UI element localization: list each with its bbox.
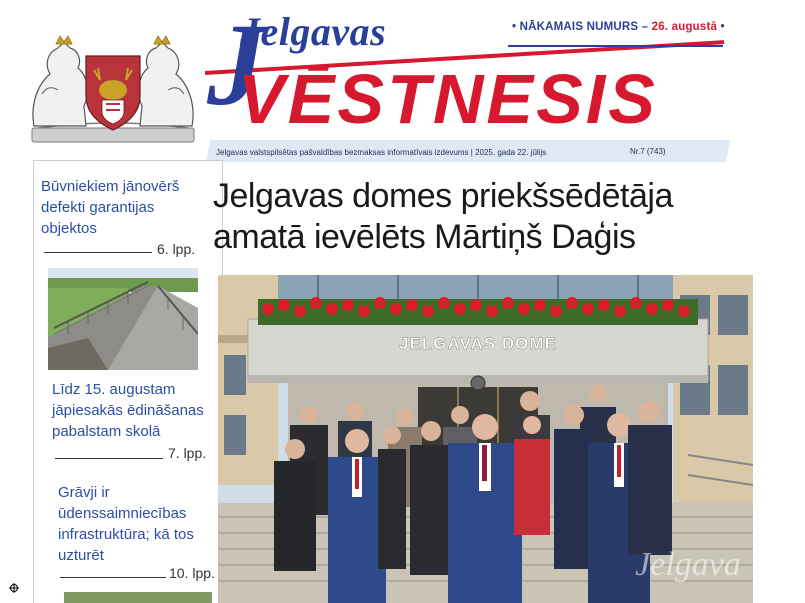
sidebar-rule: [55, 458, 163, 459]
sidebar-photo-bridge: [48, 268, 198, 370]
issue-number: Nr.7 (743): [630, 147, 666, 156]
publication-tagline: Jelgavas valstspilsētas pašvaldības bezmaksas informatīvais izdevums | 2025. gada 22. jūlijs: [216, 148, 547, 157]
masthead-title-bottom: VĒSTNESIS: [238, 60, 658, 138]
coat-of-arms-icon: [28, 34, 198, 146]
next-issue-notice: [512, 21, 725, 33]
sidebar-item-page[interactable]: 7. lpp.: [168, 445, 207, 461]
masthead-initial: J: [207, 0, 266, 130]
sidebar-item-page[interactable]: 6. lpp.: [157, 241, 196, 257]
sidebar-item-heading[interactable]: Būvniekiem jānovērš defekti garantijas objektos: [41, 178, 180, 237]
sidebar-rule: [44, 252, 152, 253]
photo-watermark: Jelgava: [635, 546, 741, 583]
building-sign: JELGAVAS DOME: [399, 334, 557, 353]
next-issue-date: 26. augustā: [651, 21, 718, 33]
sidebar-item-page[interactable]: 10. lpp.: [169, 565, 215, 581]
next-issue-bullet: •: [720, 21, 725, 33]
next-issue-label: • NĀKAMAIS NUMURS –: [512, 21, 649, 33]
crosshair-icon: [9, 580, 19, 590]
sidebar-item-heading[interactable]: Līdz 15. augustam jāpiesakās ēdināšanas pabalstam skolā: [52, 381, 204, 440]
sidebar-rule: [60, 577, 166, 578]
article-photo: [218, 275, 753, 603]
sidebar-item-heading[interactable]: Grāvji ir ūdenssaimniecības infrastruktūra; kā tos uzturēt: [58, 484, 194, 564]
masthead-title-top: Jelgavas: [240, 9, 387, 54]
article-headline[interactable]: Jelgavas domes priekšsēdētāja amatā ievēlēts Mārtiņš Daģis: [213, 177, 673, 256]
next-issue-underline: [508, 45, 723, 47]
sidebar-photo-partial: [64, 592, 212, 603]
